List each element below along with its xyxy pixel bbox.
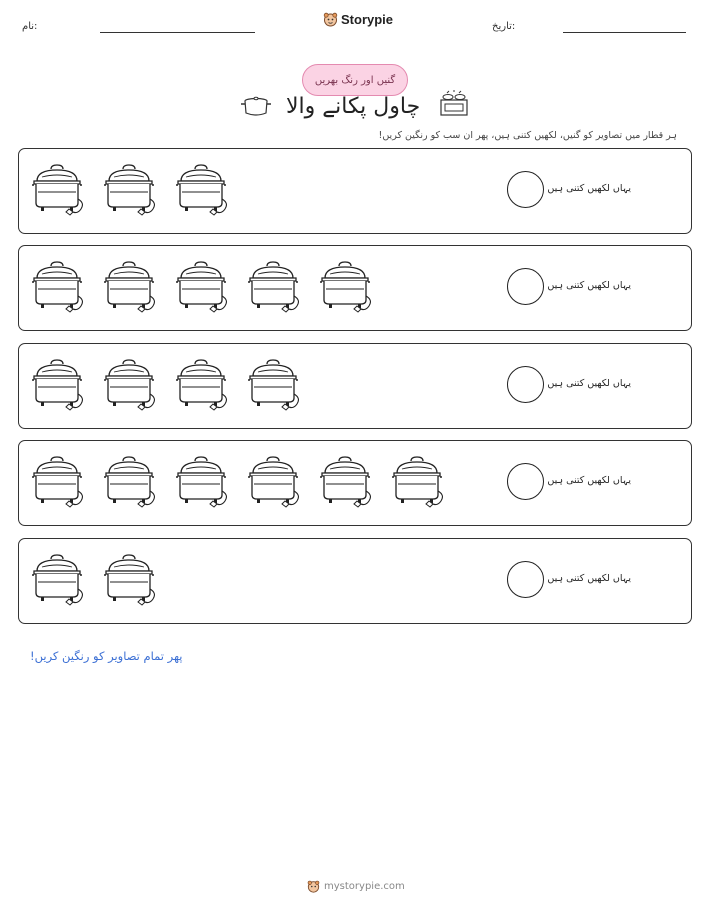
cooker-group xyxy=(31,163,247,219)
instructions: ہر قطار میں تصاویر کو گنیں، لکھیں کتنی ہیں، پھر ان سب کو رنگین کریں! xyxy=(378,130,677,141)
row-label: یہاں لکھیں کتنی ہیں xyxy=(547,573,631,584)
rice-cooker-icon xyxy=(31,358,83,414)
storypie-mascot-icon xyxy=(307,880,320,893)
rice-cooker-icon xyxy=(247,260,299,316)
page-title: چاول پکانے والا xyxy=(286,94,421,119)
name-field[interactable] xyxy=(100,32,255,33)
answer-circle[interactable] xyxy=(507,463,544,500)
cooker-group xyxy=(31,455,463,511)
pot-icon xyxy=(240,96,272,118)
counting-row xyxy=(18,343,692,429)
rice-cooker-icon xyxy=(31,260,83,316)
rice-cooker-icon xyxy=(103,358,155,414)
row-label: یہاں لکھیں کتنی ہیں xyxy=(547,378,631,389)
activity-tag-label: گنیں اور رنگ بھریں xyxy=(314,74,396,86)
rice-cooker-icon xyxy=(391,455,443,511)
date-field[interactable] xyxy=(563,32,686,33)
counting-row xyxy=(18,245,692,331)
rice-cooker-icon xyxy=(175,260,227,316)
footer xyxy=(307,880,405,893)
cooker-group xyxy=(31,358,319,414)
footer-note: پھر تمام تصاویر کو رنگین کریں! xyxy=(30,649,183,663)
cooker-group xyxy=(31,553,175,609)
rice-cooker-icon xyxy=(319,455,371,511)
answer-circle[interactable] xyxy=(507,268,544,305)
rice-cooker-icon xyxy=(31,553,83,609)
rice-cooker-icon xyxy=(103,163,155,219)
answer-circle[interactable] xyxy=(507,561,544,598)
stove-icon xyxy=(438,90,470,118)
counting-row xyxy=(18,538,692,624)
rice-cooker-icon xyxy=(175,163,227,219)
rice-cooker-icon xyxy=(103,455,155,511)
rice-cooker-icon xyxy=(247,358,299,414)
row-label: یہاں لکھیں کتنی ہیں xyxy=(547,183,631,194)
brand-name: Storypie xyxy=(341,12,394,27)
name-label: نام: xyxy=(22,21,38,32)
storypie-mascot-icon xyxy=(323,12,338,27)
rice-cooker-icon xyxy=(247,455,299,511)
rice-cooker-icon xyxy=(319,260,371,316)
rice-cooker-icon xyxy=(103,260,155,316)
answer-circle[interactable] xyxy=(507,366,544,403)
date-label: تاریخ: xyxy=(492,21,516,32)
cooker-group xyxy=(31,260,391,316)
row-label: یہاں لکھیں کتنی ہیں xyxy=(547,475,631,486)
footer-site: mystorypie.com xyxy=(324,881,405,892)
counting-row xyxy=(18,440,692,526)
answer-circle[interactable] xyxy=(507,171,544,208)
brand-logo xyxy=(323,12,393,27)
activity-tag xyxy=(302,64,408,96)
rice-cooker-icon xyxy=(31,163,83,219)
rice-cooker-icon xyxy=(175,358,227,414)
row-label: یہاں لکھیں کتنی ہیں xyxy=(547,280,631,291)
rice-cooker-icon xyxy=(31,455,83,511)
counting-row xyxy=(18,148,692,234)
rice-cooker-icon xyxy=(103,553,155,609)
rice-cooker-icon xyxy=(175,455,227,511)
